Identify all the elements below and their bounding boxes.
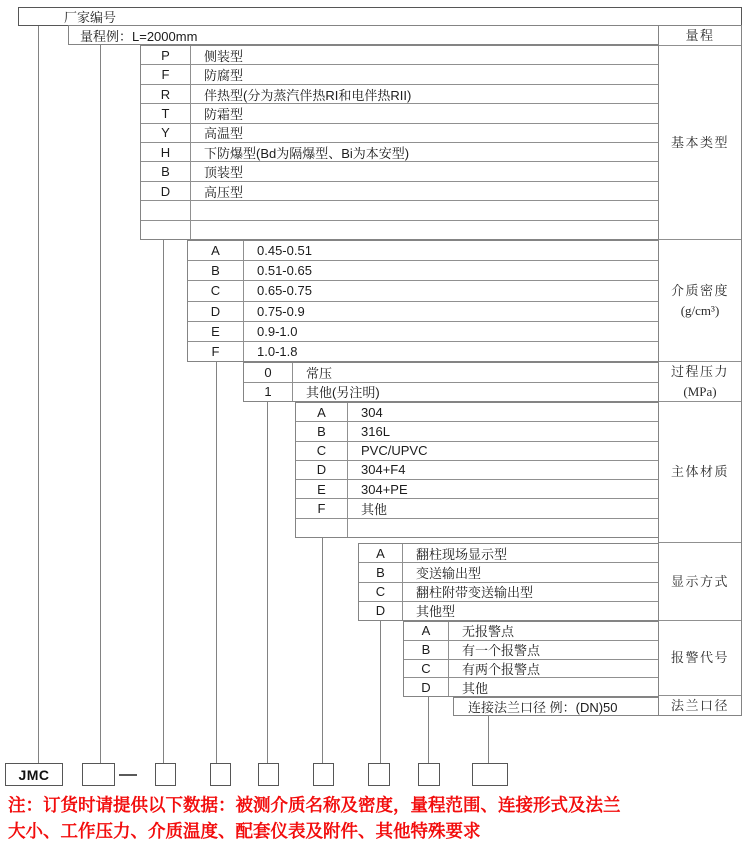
pressure-table [243,362,658,402]
table-row [296,442,658,461]
code-cell: A [188,241,244,260]
table-row [244,383,658,402]
connector-line-basic [163,240,164,763]
desc-cell: 其他型 [416,604,456,620]
connector-line-factory [38,26,39,763]
code-cell: Y [141,124,191,142]
desc-cell: 1.0-1.8 [257,343,298,359]
code-cell: F [188,342,244,361]
code-box-alarm [418,763,440,786]
table-row-empty [296,519,658,537]
code-cell: A [296,403,348,421]
desc-cell: 有两个报警点 [462,661,541,677]
table-row [404,622,658,641]
code-cell: D [404,678,449,696]
table-row [404,660,658,679]
order-note-line-2: 大小、工作压力、介质温度、配套仪表及附件、其他特殊要求 [8,821,481,841]
side-label-density: 介质密度 (g/cm³) [659,240,741,362]
connector-line-material [322,538,323,763]
table-row-empty [141,201,658,220]
flange-diameter-text: 连接法兰口径 例：(DN)50 [468,700,618,715]
desc-cell: 其他 [361,502,388,518]
table-row [141,85,658,104]
code-cell: R [141,85,191,103]
code-cell: P [141,46,191,64]
desc-cell: 有一个报警点 [462,643,541,659]
desc-cell [191,201,658,219]
desc-cell: 高温型 [204,126,244,142]
connector-line-alarm [428,697,429,763]
code-cell: H [141,143,191,161]
connector-line-pressure [267,402,268,763]
side-label-alarm: 报警代号 [659,621,741,696]
desc-cell: 0.45-0.51 [257,243,312,259]
side-label-display: 显示方式 [659,543,741,621]
table-row [359,602,658,620]
factory-number-box [18,7,742,26]
table-row [141,104,658,123]
code-box-basic [155,763,176,786]
code-box-range [82,763,115,786]
code-cell: A [359,544,403,562]
connector-line-flange [488,716,489,763]
desc-cell: 0.51-0.65 [257,263,312,279]
table-row [188,322,658,342]
desc-cell: 0.9-1.0 [257,323,298,339]
table-row [359,583,658,602]
material-table [295,402,658,538]
table-row [141,65,658,84]
code-cell: B [404,641,449,659]
code-cell: F [141,65,191,83]
table-row [296,461,658,480]
code-cell: B [141,162,191,180]
desc-cell: 翻柱现场显示型 [416,546,508,562]
desc-cell: 翻柱附带变送输出型 [416,585,534,601]
code-cell: C [404,660,449,678]
table-row [141,182,658,201]
desc-cell: 高压型 [204,184,244,200]
code-cell: C [359,583,403,601]
desc-cell: 无报警点 [462,624,515,640]
code-cell: D [188,302,244,321]
table-row [244,363,658,383]
table-row [188,302,658,322]
code-cell: 0 [244,363,293,382]
desc-cell: PVC/UPVC [361,443,428,459]
density-table [187,240,658,362]
code-cell [141,201,191,219]
desc-cell: 变送输出型 [416,565,482,581]
connector-line-range [100,45,101,763]
desc-cell: 防腐型 [204,68,244,84]
desc-cell: 侧装型 [204,48,244,64]
table-row [404,678,658,696]
side-label-basic-type: 基本类型 [659,46,741,240]
desc-cell: 304 [361,404,383,420]
side-label-material: 主体材质 [659,402,741,543]
desc-cell: 316L [361,423,390,439]
code-cell: F [296,499,348,517]
table-row [359,544,658,563]
table-row [188,342,658,361]
desc-cell: 304+PE [361,481,408,497]
order-note-line-1: 注：订货时请提供以下数据：被测介质名称及密度，量程范围、连接形式及法兰 [8,795,621,815]
category-label-column [658,25,742,716]
code-cell: D [141,182,191,200]
range-example-row [68,25,658,45]
table-row-empty [141,221,658,239]
desc-cell: 防霜型 [204,106,244,122]
factory-number-label: 厂家编号 [64,10,117,25]
table-row [141,124,658,143]
code-cell: C [296,442,348,460]
desc-cell [348,519,658,537]
code-cell: E [188,322,244,341]
code-box-display [368,763,390,786]
table-row [188,241,658,261]
desc-cell: 伴热型(分为蒸汽伴热RI和电伴热RII) [204,87,412,103]
desc-cell: 其他 [462,680,489,696]
desc-cell: 304+F4 [361,462,406,478]
table-row [141,46,658,65]
table-row [404,641,658,660]
side-label-range: 量程 [659,26,741,46]
side-label-flange: 法兰口径 [670,697,729,713]
table-row [296,422,658,441]
desc-cell: 常压 [306,365,333,381]
table-row [188,281,658,301]
code-box-material [313,763,334,786]
desc-cell: 0.75-0.9 [257,303,305,319]
table-row [296,499,658,518]
connector-line-display [380,621,381,763]
alarm-code-table [403,621,658,697]
display-mode-table [358,543,658,621]
code-cell [141,221,191,239]
table-row [141,162,658,181]
code-cell: T [141,104,191,122]
code-cell: A [404,622,449,640]
table-row [296,480,658,499]
desc-cell [191,221,658,239]
table-row [188,261,658,281]
code-box-density [210,763,231,786]
code-cell: D [296,461,348,479]
flange-diameter-row [453,697,658,716]
code-cell: B [296,422,348,440]
table-row [359,563,658,582]
model-code-dash [119,774,137,776]
model-prefix-box [5,763,63,786]
desc-cell: 顶装型 [204,165,244,181]
desc-cell: 其他(另注明) [306,385,380,401]
code-cell: B [359,563,403,581]
code-cell: 1 [244,383,293,402]
code-box-flange [472,763,508,786]
basic-type-table [140,45,658,240]
code-cell: E [296,480,348,498]
desc-cell: 下防爆型(Bd为隔爆型、Bi为本安型) [204,145,410,161]
order-note [8,792,748,844]
code-box-pressure [258,763,279,786]
code-cell: D [359,602,403,620]
code-cell: B [188,261,244,280]
side-label-pressure: 过程压力 (MPa) [659,362,741,402]
connector-line-density [216,362,217,763]
range-example-text: 量程例：L=2000mm [80,28,198,44]
table-row [296,403,658,422]
table-row [141,143,658,162]
model-prefix-label: JMC [18,766,50,783]
code-cell [296,519,348,537]
desc-cell: 0.65-0.75 [257,283,312,299]
code-cell: C [188,281,244,300]
